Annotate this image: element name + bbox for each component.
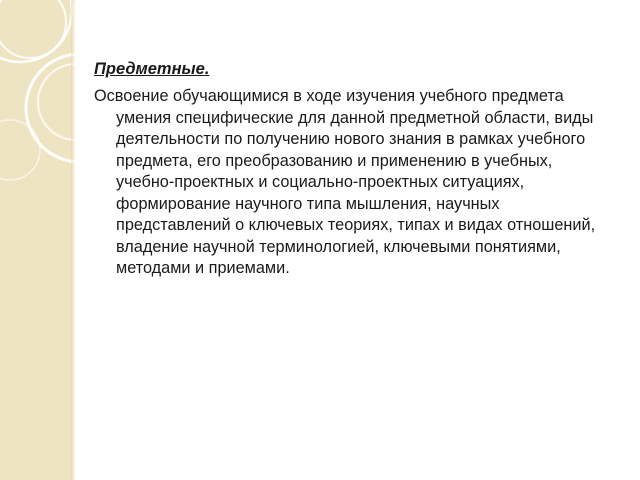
slide-content bbox=[94, 58, 606, 280]
body-paragraph: Освоение обучающимися в ходе изучения учебного предмета умения специфические для данной предметной области, виды деятельности по получению нового знания в рамках учебного предмета, его преобразованию и применению в учебных, учебно-проектных и социально-проектных ситуациях, формирование научного типа мышления, научных представлений о ключевых теориях, типах и видах отношений, владение научной терминологией, ключевыми понятиями, методами и приемами. bbox=[94, 87, 596, 277]
section-heading bbox=[94, 58, 606, 80]
ring-left bbox=[0, 120, 40, 180]
ring-top-small bbox=[0, 0, 66, 58]
heading-text: Предметные bbox=[94, 60, 205, 78]
heading-suffix: . bbox=[204, 60, 210, 78]
